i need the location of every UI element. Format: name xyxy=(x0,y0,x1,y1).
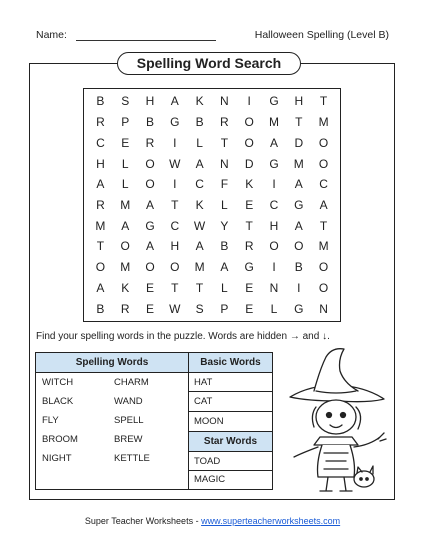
grid-letter: A xyxy=(170,94,179,109)
grid-letter: I xyxy=(173,177,177,192)
grid-letter: T xyxy=(245,218,253,233)
grid-letter: R xyxy=(120,301,130,316)
grid-letter: L xyxy=(270,301,278,316)
grid-letter: N xyxy=(220,94,229,109)
grid-letter: A xyxy=(96,280,105,295)
grid-letter: O xyxy=(318,135,329,150)
grid-letter: E xyxy=(145,280,154,295)
grid-letter: D xyxy=(244,156,254,171)
grid-letter: T xyxy=(171,280,179,295)
grid-letter: T xyxy=(295,115,303,130)
grid-letter: M xyxy=(318,115,329,130)
spelling-word: CHARM xyxy=(114,377,149,388)
grid-letter: A xyxy=(145,239,154,254)
grid-letter: L xyxy=(121,177,129,192)
grid-letter: G xyxy=(145,218,155,233)
grid-letter: E xyxy=(245,197,254,212)
grid-letter: O xyxy=(244,115,254,130)
grid-letter: B xyxy=(294,260,303,275)
grid-letter: O xyxy=(145,260,155,275)
name-line xyxy=(76,40,216,41)
grid-letter: M xyxy=(318,239,329,254)
grid-letter: B xyxy=(220,239,229,254)
word-table xyxy=(35,352,273,490)
grid-letter: B xyxy=(96,94,105,109)
star-words-heading: Star Words xyxy=(189,431,272,452)
grid-letter: O xyxy=(170,260,180,275)
grid-letter: A xyxy=(195,156,204,171)
grid-letter: O xyxy=(145,177,155,192)
grid-letter: H xyxy=(145,94,155,109)
grid-letter: S xyxy=(195,301,204,316)
grid-letter: E xyxy=(245,301,254,316)
name-label: Name: xyxy=(36,29,67,41)
row-divider xyxy=(189,411,272,412)
grid-letter: I xyxy=(272,260,276,275)
row-divider xyxy=(189,391,272,392)
grid-letter: K xyxy=(195,94,204,109)
grid-letter: A xyxy=(319,197,328,212)
spelling-word: BLACK xyxy=(42,396,74,407)
grid-letter: N xyxy=(220,156,229,171)
basic-word: HAT xyxy=(194,377,213,388)
grid-letter: T xyxy=(171,197,179,212)
word-search-grid xyxy=(83,88,341,322)
grid-letter: K xyxy=(245,177,254,192)
grid-letter: E xyxy=(121,135,130,150)
grid-letter: W xyxy=(193,218,206,233)
grid-letter: T xyxy=(220,135,229,150)
basic-words-heading: Basic Words xyxy=(189,353,272,373)
grid-letter: O xyxy=(318,260,329,275)
grid-letter: N xyxy=(319,301,328,316)
grid-letter: L xyxy=(221,197,228,212)
grid-letter: C xyxy=(96,135,105,150)
table-divider xyxy=(188,353,189,489)
spelling-word: WITCH xyxy=(42,377,74,388)
grid-letter: B xyxy=(96,301,105,316)
grid-letter: N xyxy=(269,280,279,295)
grid-letter: C xyxy=(319,177,328,192)
grid-letter: M xyxy=(194,260,205,275)
grid-letter: A xyxy=(220,260,229,275)
grid-letter: D xyxy=(294,135,304,150)
grid-letter: P xyxy=(121,115,130,130)
grid-letter: A xyxy=(269,135,278,150)
grid-letter: M xyxy=(293,156,304,171)
grid-letter: C xyxy=(269,197,279,212)
grid-letter: E xyxy=(145,301,154,316)
witch-illustration xyxy=(280,345,392,495)
grid-letter: K xyxy=(121,280,130,295)
grid-letter: G xyxy=(170,115,180,130)
grid-letter: O xyxy=(145,156,155,171)
grid-letter: A xyxy=(121,218,130,233)
footer-prefix: Super Teacher Worksheets - xyxy=(84,516,202,526)
grid-letter: H xyxy=(269,218,279,233)
grid-letter: R xyxy=(96,197,105,212)
grid-letter: H xyxy=(170,239,180,254)
grid-letter: B xyxy=(195,115,204,130)
grid-letter: R xyxy=(145,135,155,150)
grid-letter: O xyxy=(318,280,329,295)
spelling-words-heading: Spelling Words xyxy=(36,353,188,373)
spelling-word: NIGHT xyxy=(42,453,72,464)
grid-letter: A xyxy=(294,177,303,192)
grid-letter: O xyxy=(244,135,254,150)
grid-letter: I xyxy=(272,177,276,192)
grid-letter: O xyxy=(318,156,329,171)
basic-word: CAT xyxy=(194,396,213,407)
grid-letter: R xyxy=(244,239,254,254)
grid-letter: O xyxy=(294,239,304,254)
spelling-word: BROOM xyxy=(42,434,78,445)
grid-letter: O xyxy=(120,239,130,254)
grid-letter: M xyxy=(120,197,131,212)
grid-letter: G xyxy=(244,260,254,275)
grid-letter: M xyxy=(95,218,106,233)
grid-letter: I xyxy=(297,280,301,295)
grid-letter: L xyxy=(196,135,203,150)
basic-word: MOON xyxy=(194,416,224,427)
spelling-word: FLY xyxy=(42,415,59,426)
worksheet-title: Halloween Spelling (Level B) xyxy=(254,29,389,41)
grid-letter: A xyxy=(145,197,154,212)
footer xyxy=(0,516,425,526)
footer-link[interactable]: www.superteacherworksheets.com xyxy=(201,516,341,526)
grid-letter: A xyxy=(195,239,204,254)
spelling-word: BREW xyxy=(114,434,143,445)
grid-letter: T xyxy=(319,218,328,233)
grid-letter: O xyxy=(269,239,279,254)
spelling-word: WAND xyxy=(114,396,143,407)
grid-letter: B xyxy=(145,115,154,130)
grid-letter: C xyxy=(195,177,204,192)
grid-letter: G xyxy=(269,156,279,171)
grid-letter: L xyxy=(121,156,129,171)
grid-letter: G xyxy=(294,301,304,316)
grid-letter: R xyxy=(96,115,105,130)
spelling-word: SPELL xyxy=(114,415,144,426)
grid-letter: W xyxy=(169,301,181,316)
star-word: TOAD xyxy=(194,456,221,467)
grid-letter: F xyxy=(220,177,229,192)
grid-letter: A xyxy=(294,218,303,233)
grid-letter: A xyxy=(96,177,105,192)
grid-letter: T xyxy=(319,94,328,109)
worksheet-header xyxy=(36,29,389,43)
grid-letter: H xyxy=(96,156,105,171)
grid-letter: E xyxy=(245,280,254,295)
spelling-word: KETTLE xyxy=(114,453,150,464)
grid-letter: R xyxy=(220,115,229,130)
grid-letter: S xyxy=(121,94,130,109)
grid-letter: Y xyxy=(220,218,229,233)
banner-title: Spelling Word Search xyxy=(117,52,301,75)
grid-letter: G xyxy=(294,197,304,212)
instructions: Find your spelling words in the puzzle. Words are hidden → and ↓. xyxy=(36,331,330,342)
grid-letter: P xyxy=(220,301,229,316)
grid-letter: I xyxy=(247,94,251,109)
grid-letter: I xyxy=(173,135,177,150)
grid-letter: O xyxy=(95,260,106,275)
star-word: MAGIC xyxy=(194,474,226,485)
grid-letter: C xyxy=(170,218,180,233)
grid-letter: L xyxy=(221,280,228,295)
grid-letter: M xyxy=(268,115,279,130)
row-divider xyxy=(189,470,272,471)
grid-letter: T xyxy=(195,280,204,295)
grid-letter: K xyxy=(195,197,204,212)
grid-letter: M xyxy=(120,260,131,275)
grid-letter: H xyxy=(294,94,304,109)
grid-letter: W xyxy=(169,156,181,171)
grid-letter: G xyxy=(269,94,279,109)
grid-letter: T xyxy=(96,239,105,254)
